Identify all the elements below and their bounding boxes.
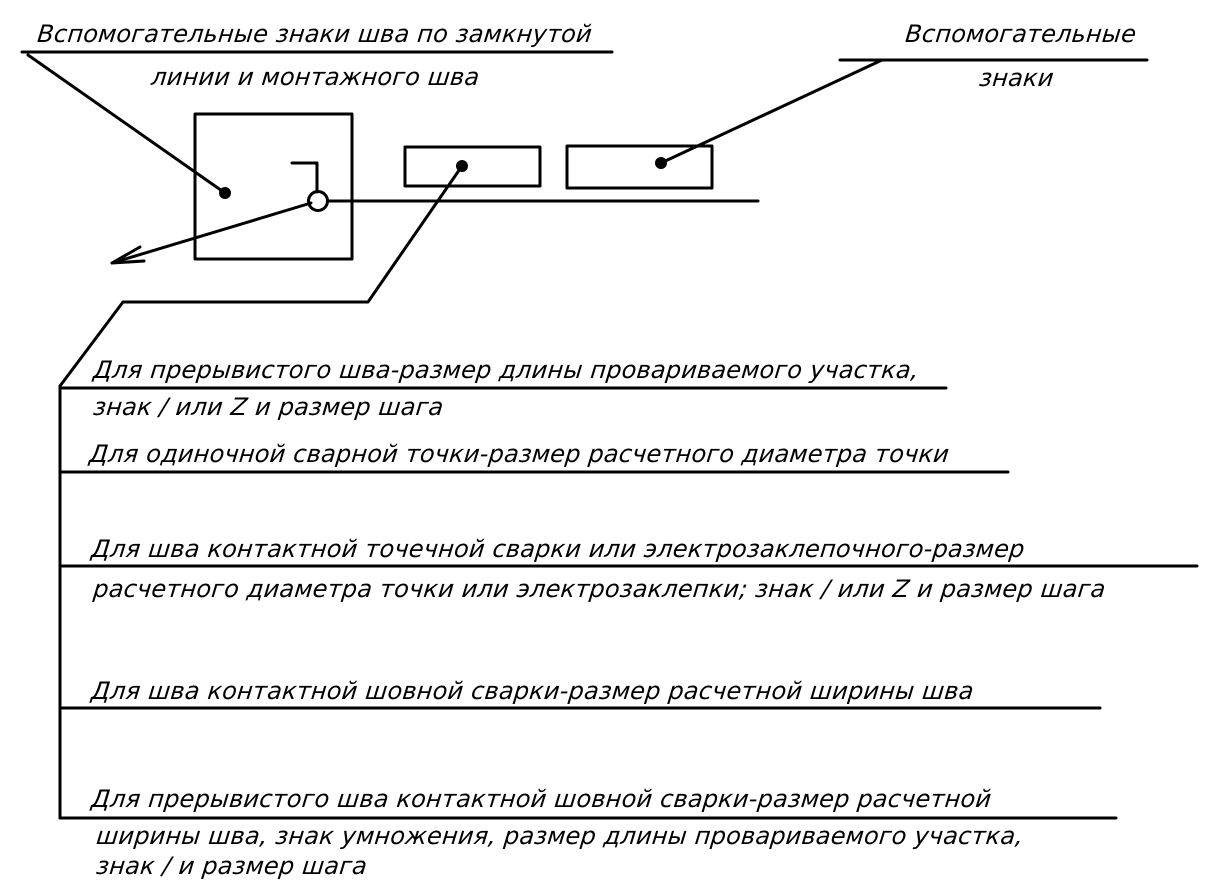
note-interm-seam-line3: знак / и размер шага — [95, 852, 369, 880]
arrow-leader-line — [112, 203, 311, 263]
right-box — [567, 146, 712, 188]
middle-box — [405, 147, 540, 186]
closed-line-leader-dot — [219, 187, 231, 199]
notes-leader-dot — [456, 160, 468, 172]
closed-line-label-bottom: линии и монтажного шва — [150, 63, 481, 91]
note-seam: Для шва контактной шовной сварки-размер расчетной ширины шва — [90, 677, 976, 705]
note-interm-seam-line1: Для прерывистого шва контактной шовной сварки-размер расчетной — [90, 785, 993, 813]
auxiliary-leader-dot — [655, 157, 667, 169]
main-symbol-box — [195, 114, 352, 259]
closed-line-label-top: Вспомогательные знаки шва по замкнутой — [36, 20, 594, 48]
auxiliary-leader — [661, 60, 882, 163]
note-single-point: Для одиночной сварной точки-размер расчетного диаметра точки — [88, 440, 951, 468]
auxiliary-label-bottom: знаки — [978, 64, 1056, 92]
note-intermittent-line1: Для прерывистого шва-размер длины проваривaемого участка, — [92, 356, 921, 384]
note-spot-line2: расчетного диаметра точки или электрозаклепки; знак / или Z и размер шага — [92, 575, 1108, 603]
note-intermittent-line2: знак / или Z и размер шага — [92, 393, 446, 421]
auxiliary-label-top: Вспомогательные — [904, 20, 1138, 48]
closed-line-circle-symbol — [309, 192, 328, 211]
note-spot-line1: Для шва контактной точечной сварки или электрозаклепочного-размер — [90, 535, 1027, 563]
note-interm-seam-line2: ширины шва, знак умножения, размер длины проваривaемого участка, — [95, 822, 1025, 850]
montage-flag-symbol — [292, 163, 317, 192]
